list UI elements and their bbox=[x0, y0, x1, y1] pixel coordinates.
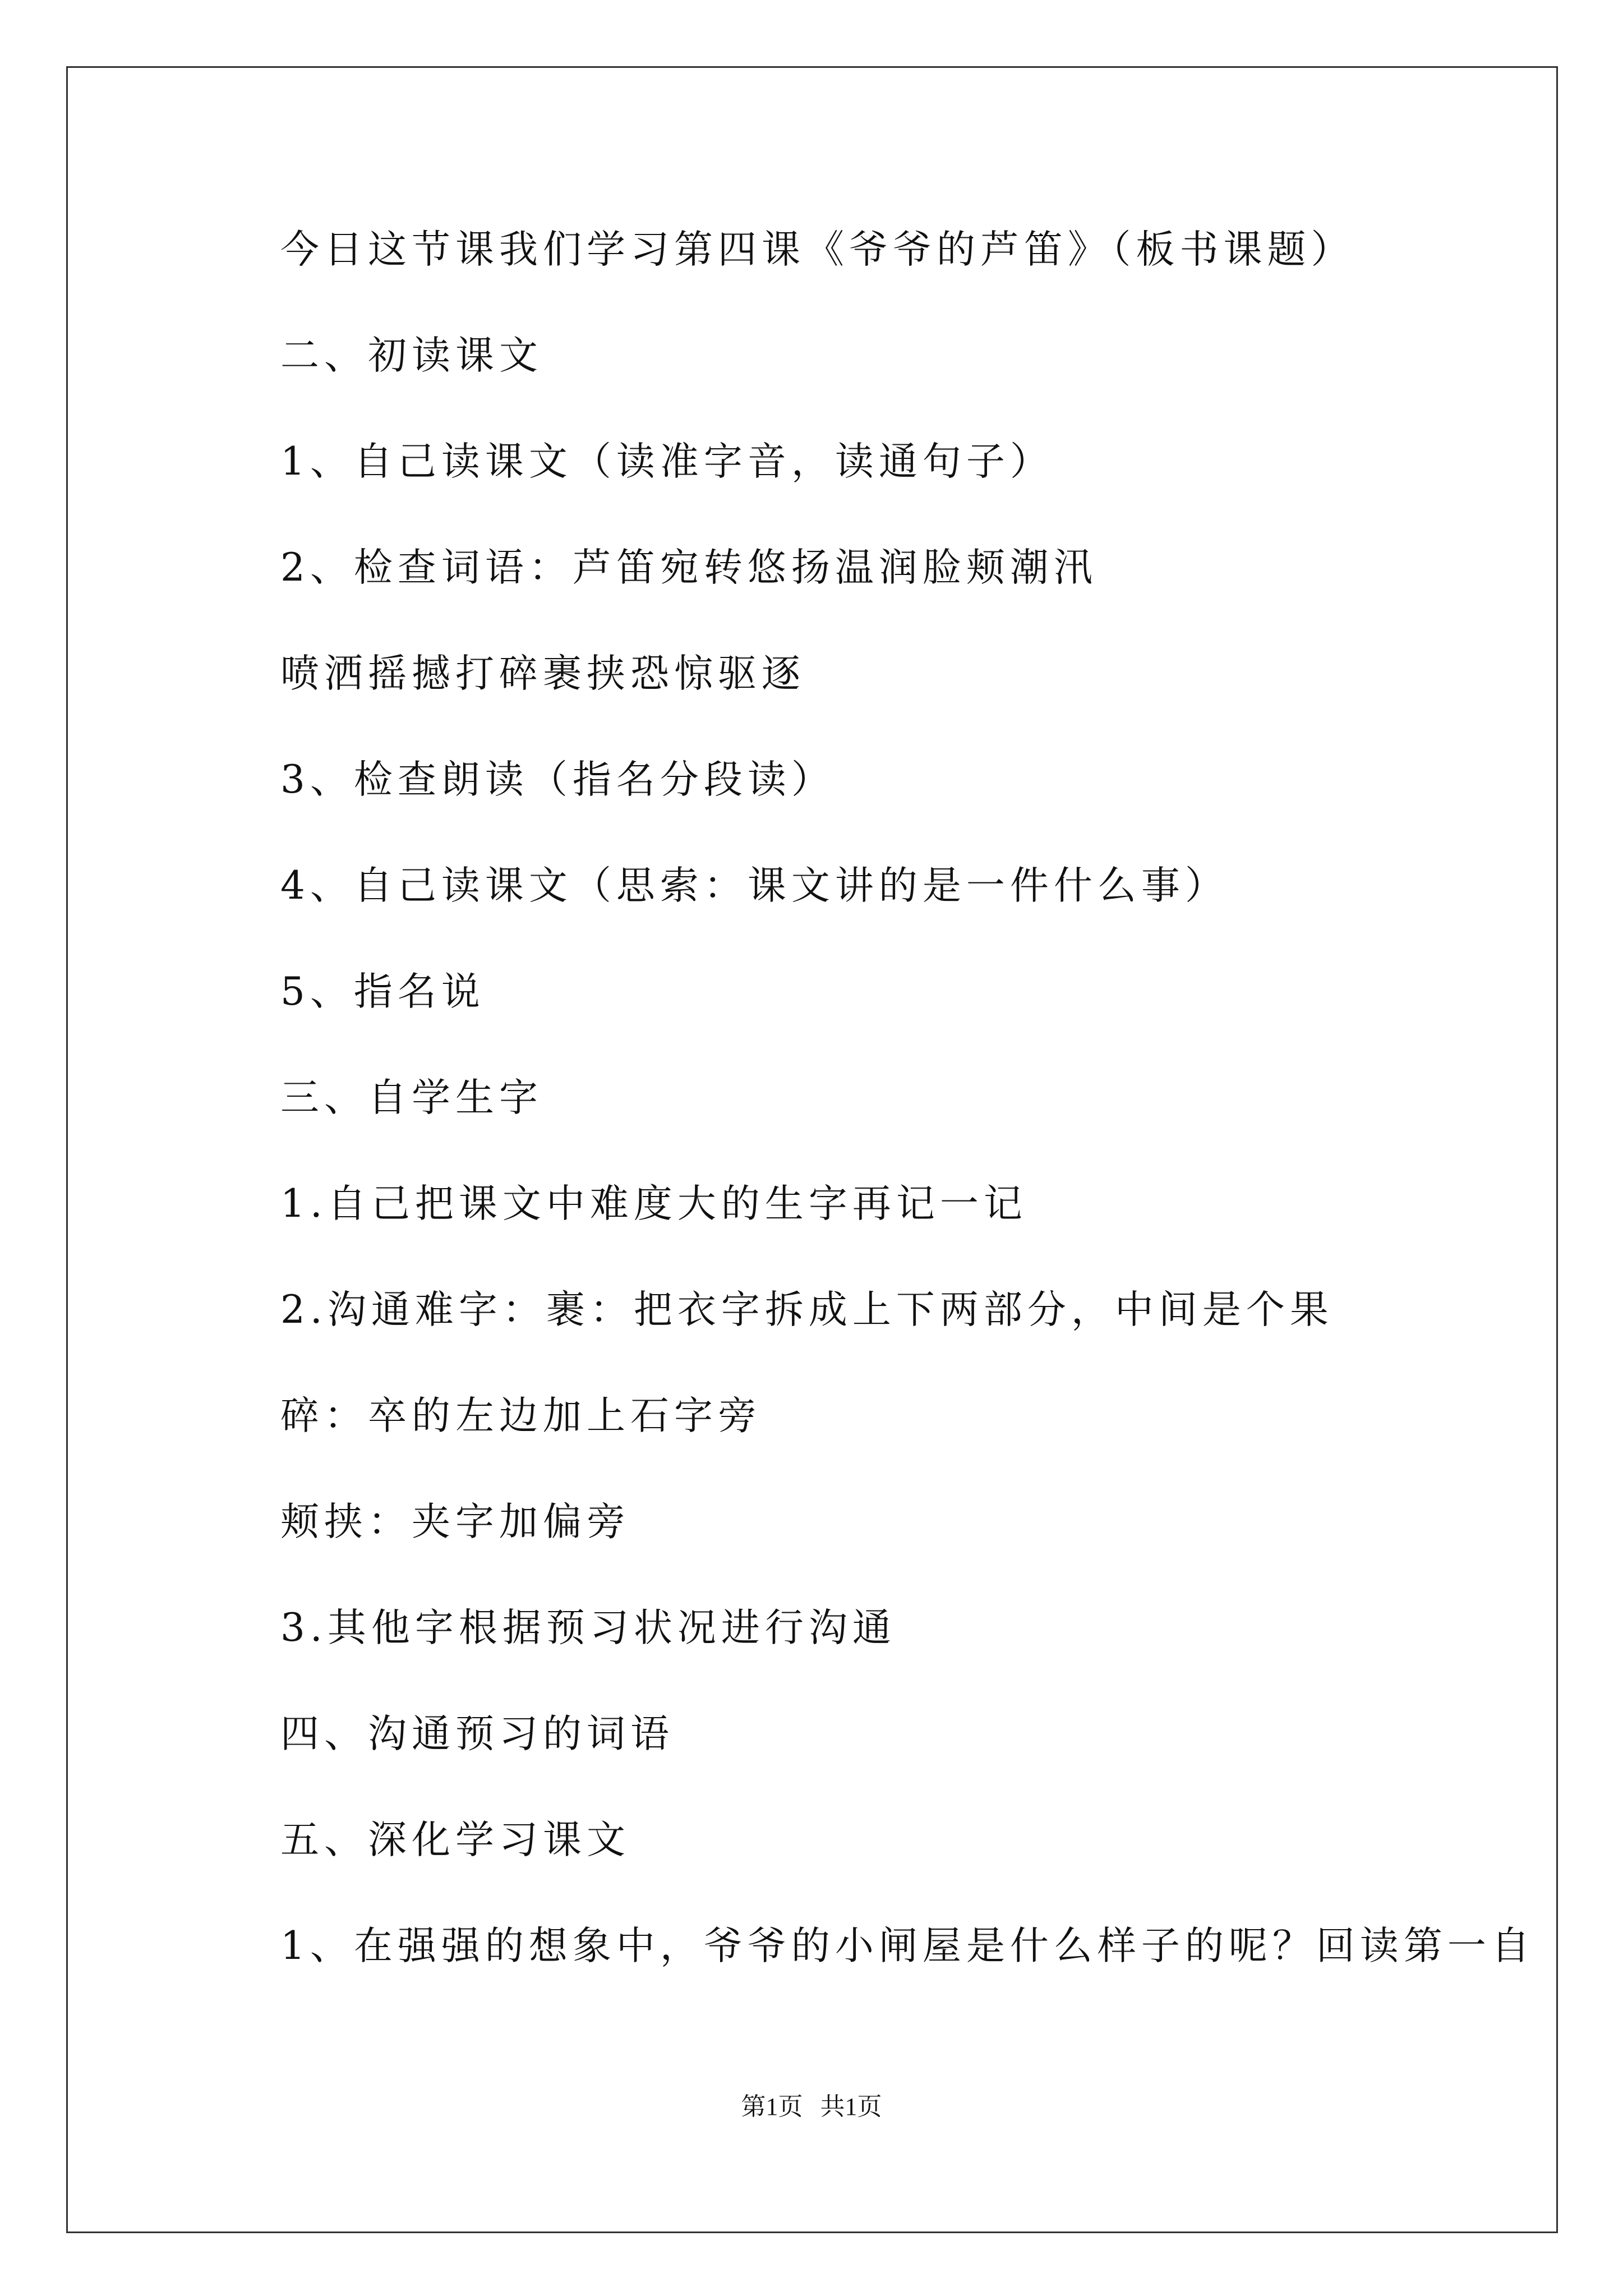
text-line: 5、指名说 bbox=[280, 969, 485, 1014]
text-line: 1、自己读课文（读准字音，读通句子） bbox=[280, 439, 1054, 484]
page-number-total: 共1页 bbox=[820, 2093, 882, 2120]
text-line: 3、检查朗读（指名分段读） bbox=[280, 757, 835, 802]
page-number-current: 第1页 bbox=[741, 2093, 803, 2120]
section-heading: 五、深化学习课文 bbox=[280, 1818, 630, 1862]
text-line: 颊挟：夹字加偏旁 bbox=[280, 1499, 630, 1544]
text-line: 今日这节课我们学习第四课《爷爷的芦笛》（板书课题） bbox=[280, 227, 1355, 272]
text-line: 2.沟通难字：裹：把衣字拆成上下两部分，中间是个果 bbox=[280, 1287, 1334, 1332]
text-line: 2、检查词语：芦笛宛转悠扬温润脸颊潮汛 bbox=[280, 545, 1098, 590]
text-line: 1、在强强的想象中，爷爷的小闸屋是什么样子的呢？回读第一自 bbox=[280, 1924, 1535, 1968]
text-line: 喷洒摇撼打碎裹挟恐惊驱逐 bbox=[280, 651, 805, 696]
page-footer bbox=[0, 2091, 1623, 2123]
section-heading: 三、自学生字 bbox=[280, 1075, 543, 1120]
text-line: 4、自己读课文（思索：课文讲的是一件什么事） bbox=[280, 863, 1229, 908]
page-border bbox=[66, 66, 1558, 2233]
text-line: 碎：卒的左边加上石字旁 bbox=[280, 1393, 762, 1438]
section-heading: 二、初读课文 bbox=[280, 333, 543, 378]
text-line: 1.自己把课文中难度大的生字再记一记 bbox=[280, 1181, 1027, 1226]
section-heading: 四、沟通预习的词语 bbox=[280, 1711, 674, 1756]
text-line: 3.其他字根据预习状况进行沟通 bbox=[280, 1605, 896, 1650]
